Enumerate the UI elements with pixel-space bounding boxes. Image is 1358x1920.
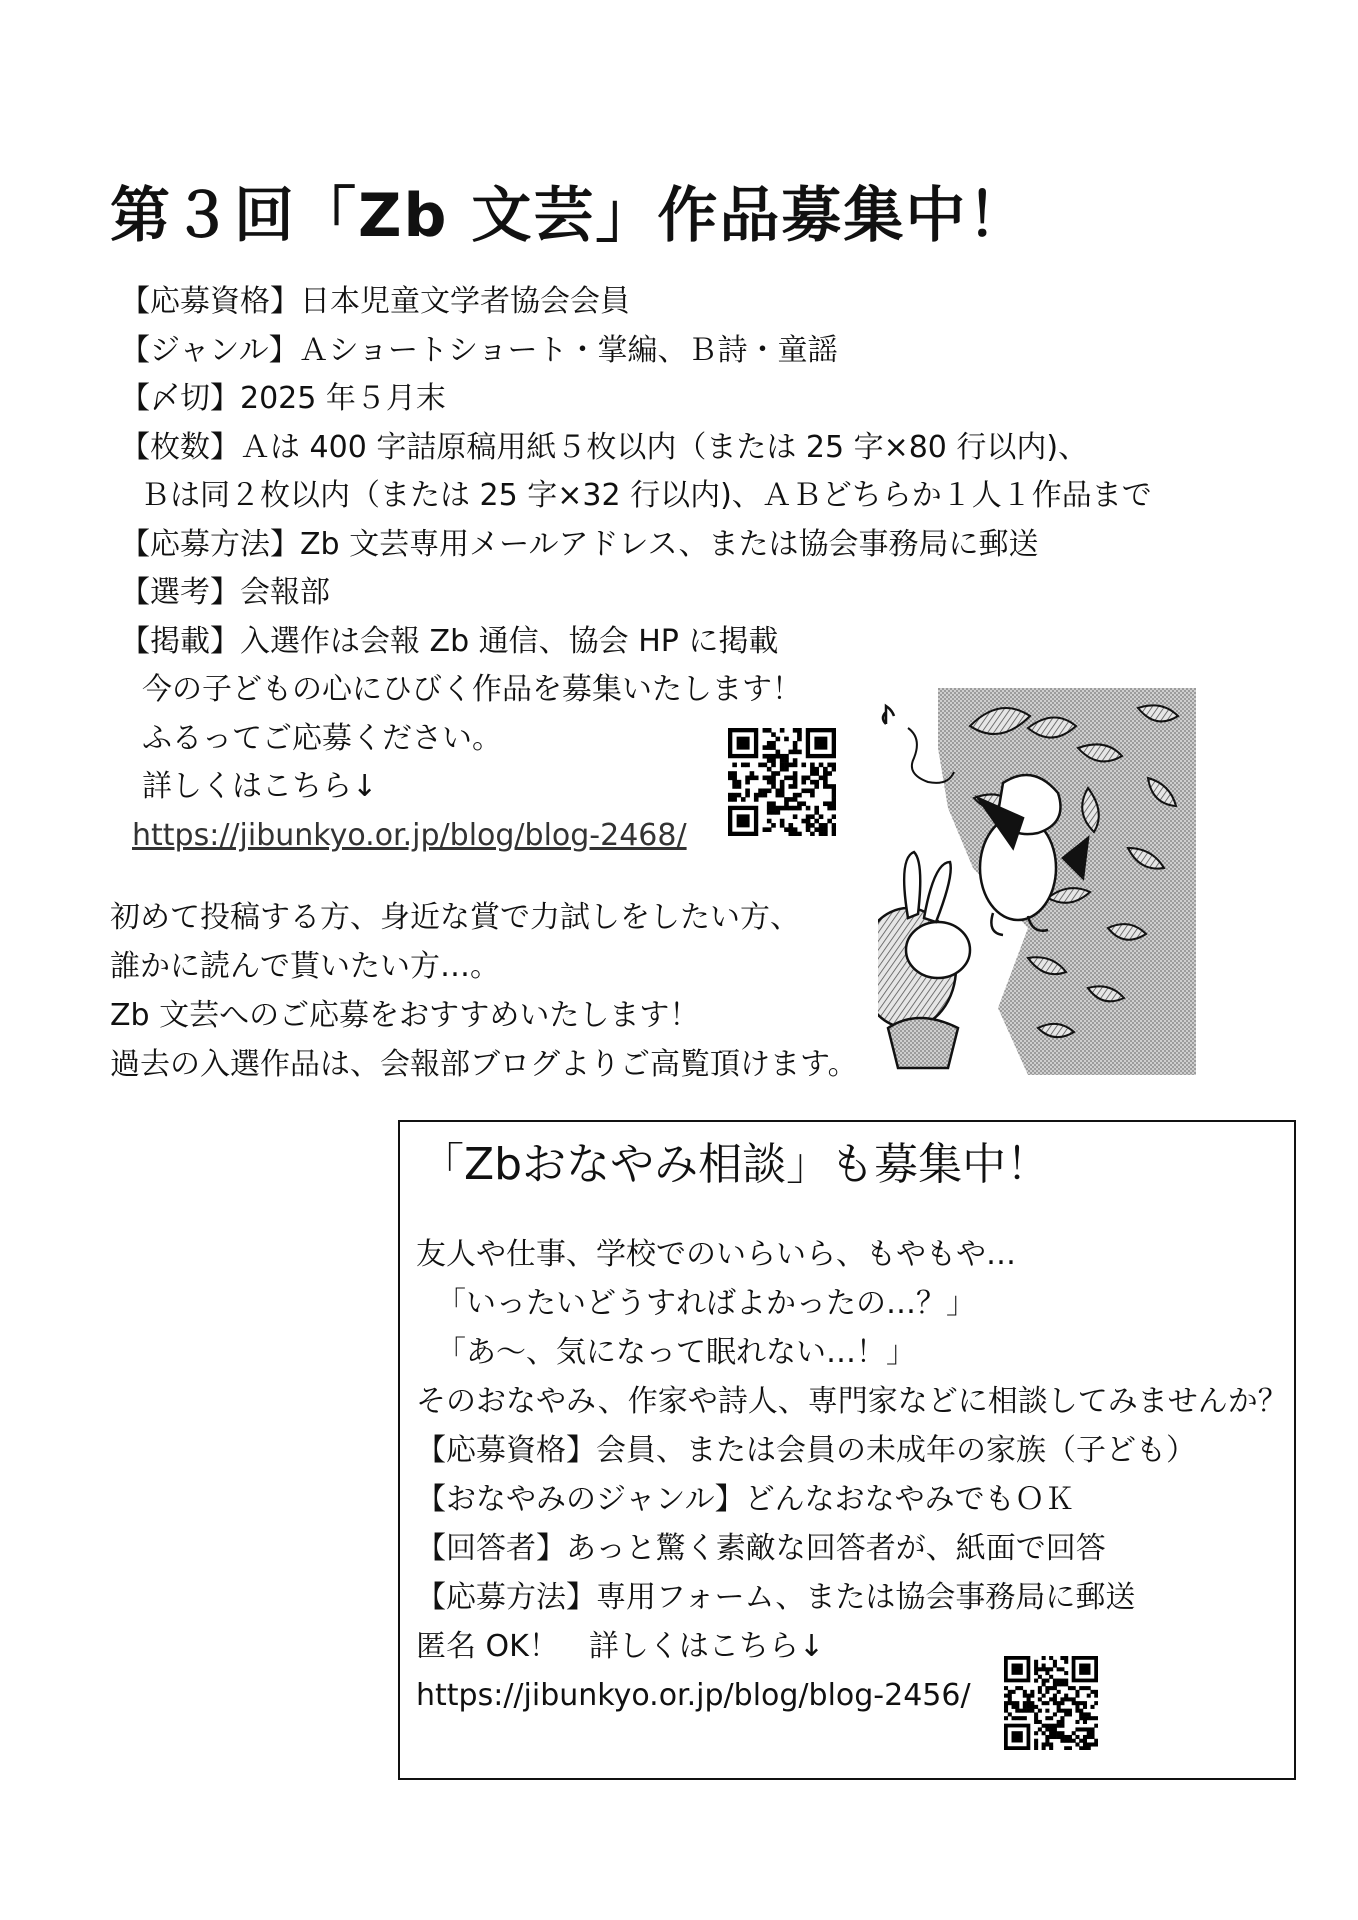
intro-line: 過去の入選作品は、会報部ブログよりご高覧頂けます。 [110,1047,858,1082]
eligibility-line: 【応募資格】日本児童文学者協会会員 [120,284,630,319]
animal-illustration [878,688,1196,1075]
consultation-url-link[interactable]: https://jibunkyo.or.jp/blog/blog-2456/ [416,1678,971,1713]
consultation-method: 【応募方法】専用フォーム、または協会事務局に郵送 [416,1580,1136,1615]
selection-line: 【選考】会報部 [120,575,330,610]
intro-line: 初めて投稿する方、身近な賞で力試しをしたい方、 [110,900,800,935]
message-line: ふるってご応募ください。 [142,720,502,756]
consultation-line: 「いったいどうすればよかったの…？」 [436,1286,976,1321]
consultation-box [398,1120,1296,1780]
page-title: 第３回「Zb 文芸」作品募集中！ [110,181,1030,251]
consultation-eligibility: 【応募資格】会員、または会員の未成年の家族（子ども） [416,1433,1196,1468]
consultation-line: そのおなやみ、作家や詩人、専門家などに相談してみませんか？ [416,1384,1288,1419]
consultation-responder: 【回答者】あっと驚く素敵な回答者が、紙面で回答 [416,1531,1106,1566]
qr-code-icon [1004,1656,1098,1750]
consultation-line: 友人や仕事、学校でのいらいら、もやもや… [416,1237,1016,1272]
consultation-anonymous: 匿名 OK！ 詳しくはこちら↓ [416,1629,824,1664]
consultation-title: 「Zbおなやみ相談」も募集中！ [420,1139,1051,1190]
submission-method-line: 【応募方法】Zb 文芸専用メールアドレス、または協会事務局に郵送 [120,526,1039,562]
intro-line: Zb 文芸へのご応募をおすすめいたします！ [110,998,700,1033]
page-count-line: 【枚数】Ａは 400 字詰原稿用紙５枚以内（または 25 字×80 行以内)、 [120,429,1089,465]
publication-line: 【掲載】入選作は会報 Zb 通信、協会 HP に掲載 [120,623,779,659]
page-count-line-cont: Ｂは同２枚以内（または 25 字×32 行以内)、ＡＢどちらか１人１作品まで [140,478,1152,513]
message-line: 詳しくはこちら↓ [142,769,378,804]
consultation-line: 「あ～、気になって眠れない…！」 [436,1335,916,1370]
intro-line: 誰かに読んで貰いたい方…。 [110,949,500,984]
consultation-genre: 【おなやみのジャンル】どんなおなやみでもＯＫ [416,1482,1075,1517]
contest-url-link[interactable]: https://jibunkyo.or.jp/blog/blog-2468/ [132,817,687,853]
qr-code-icon [728,728,836,836]
deadline-line: 【〆切】2025 年５月末 [120,381,446,416]
message-line: 今の子どもの心にひびく作品を募集いたします！ [142,672,802,707]
genre-line: 【ジャンル】Ａショートショート・掌編、Ｂ詩・童謡 [120,332,838,368]
intro-paragraph [110,893,858,1089]
consultation-body [416,1230,1288,1720]
